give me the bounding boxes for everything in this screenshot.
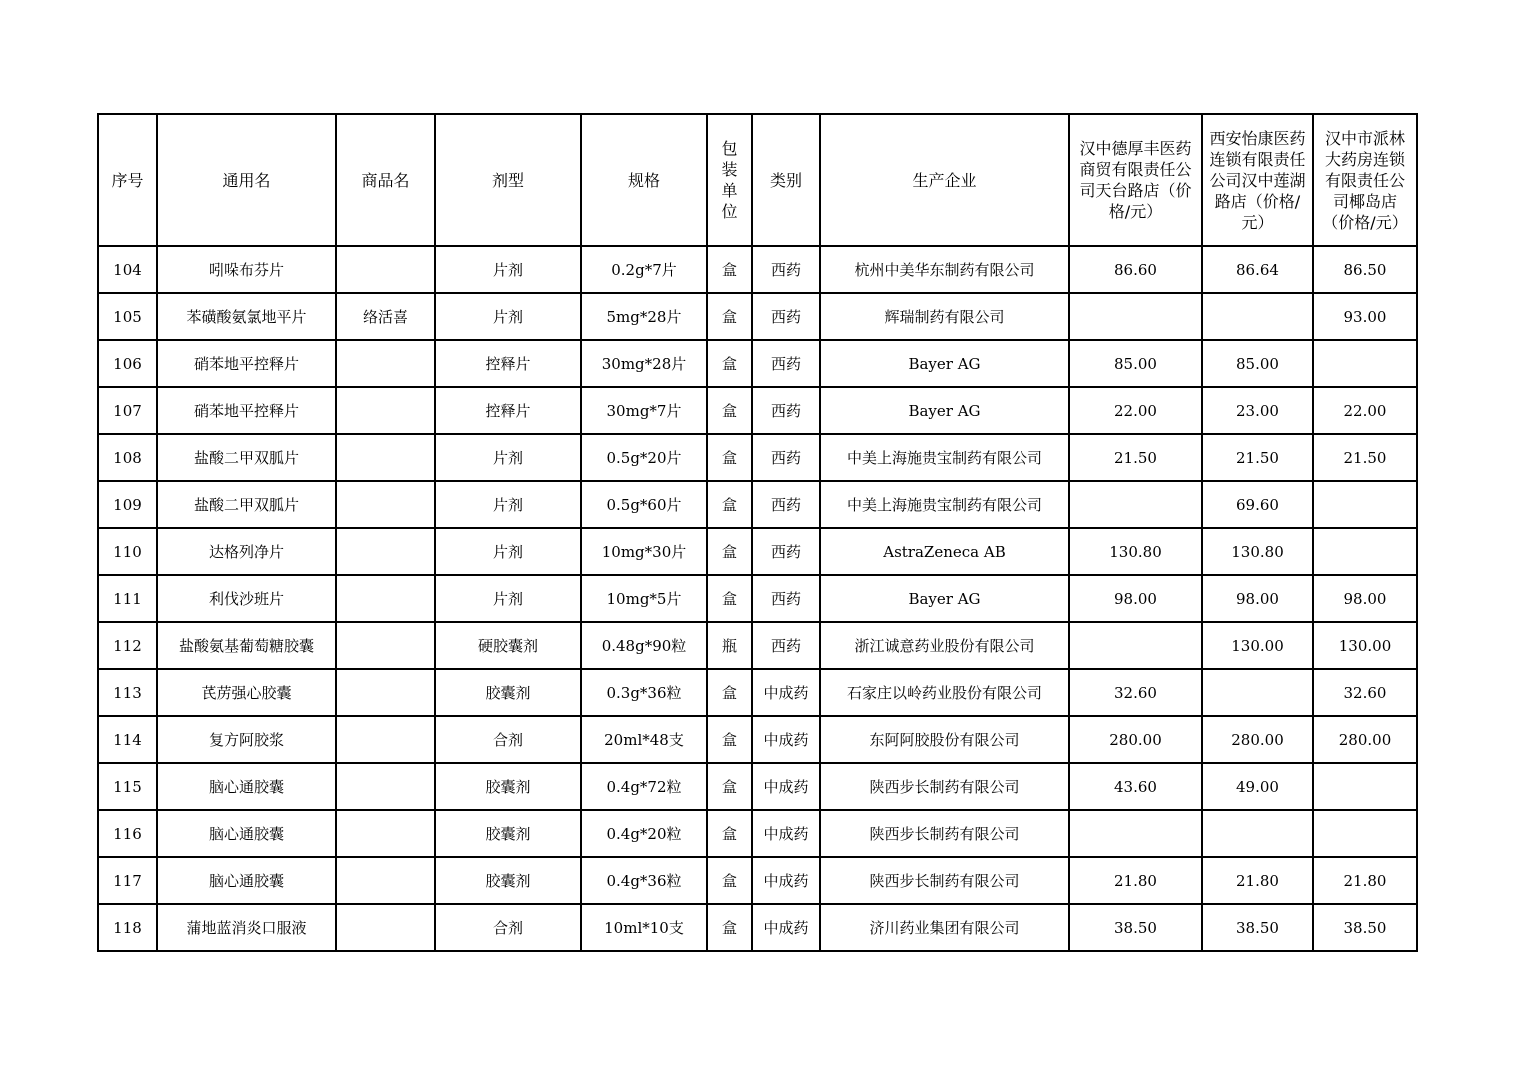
- cell-unit: 盒: [707, 246, 752, 293]
- cell-manufacturer: Bayer AG: [820, 575, 1069, 622]
- table-body: [98, 246, 1417, 951]
- cell-generic-name: 芪苈强心胶囊: [157, 669, 336, 716]
- cell-price-store-2: 21.80: [1202, 857, 1313, 904]
- table-row: [98, 528, 1417, 575]
- cell-generic-name: 脑心通胶囊: [157, 857, 336, 904]
- cell-unit: 瓶: [707, 622, 752, 669]
- cell-category: 西药: [752, 387, 820, 434]
- cell-price-store-3: 38.50: [1313, 904, 1417, 951]
- cell-spec: 0.3g*36粒: [581, 669, 707, 716]
- cell-dosage-form: 片剂: [435, 481, 581, 528]
- cell-brand-name: [336, 481, 435, 528]
- cell-generic-name: 蒲地蓝消炎口服液: [157, 904, 336, 951]
- cell-dosage-form: 合剂: [435, 904, 581, 951]
- table-row: [98, 763, 1417, 810]
- cell-unit: 盒: [707, 763, 752, 810]
- cell-index: 104: [98, 246, 157, 293]
- cell-index: 106: [98, 340, 157, 387]
- cell-price-store-2: [1202, 810, 1313, 857]
- cell-index: 107: [98, 387, 157, 434]
- cell-generic-name: 硝苯地平控释片: [157, 340, 336, 387]
- cell-dosage-form: 胶囊剂: [435, 857, 581, 904]
- cell-dosage-form: 片剂: [435, 434, 581, 481]
- cell-price-store-1: 38.50: [1069, 904, 1202, 951]
- drug-price-table: [97, 113, 1418, 952]
- cell-price-store-2: 130.80: [1202, 528, 1313, 575]
- header-manufacturer: 生产企业: [820, 114, 1069, 246]
- cell-unit: 盒: [707, 904, 752, 951]
- cell-index: 111: [98, 575, 157, 622]
- cell-brand-name: [336, 246, 435, 293]
- cell-price-store-3: 98.00: [1313, 575, 1417, 622]
- cell-spec: 20ml*48支: [581, 716, 707, 763]
- cell-price-store-1: [1069, 622, 1202, 669]
- header-index: 序号: [98, 114, 157, 246]
- cell-price-store-3: 86.50: [1313, 246, 1417, 293]
- cell-dosage-form: 控释片: [435, 340, 581, 387]
- cell-dosage-form: 合剂: [435, 716, 581, 763]
- cell-index: 105: [98, 293, 157, 340]
- cell-brand-name: [336, 340, 435, 387]
- cell-manufacturer: 陕西步长制药有限公司: [820, 763, 1069, 810]
- cell-unit: 盒: [707, 857, 752, 904]
- cell-manufacturer: 东阿阿胶股份有限公司: [820, 716, 1069, 763]
- cell-dosage-form: 片剂: [435, 293, 581, 340]
- cell-unit: 盒: [707, 340, 752, 387]
- cell-dosage-form: 胶囊剂: [435, 669, 581, 716]
- cell-dosage-form: 控释片: [435, 387, 581, 434]
- cell-index: 116: [98, 810, 157, 857]
- cell-unit: 盒: [707, 669, 752, 716]
- header-category: 类别: [752, 114, 820, 246]
- cell-category: 中成药: [752, 904, 820, 951]
- cell-price-store-3: 21.50: [1313, 434, 1417, 481]
- cell-manufacturer: Bayer AG: [820, 340, 1069, 387]
- cell-price-store-2: 38.50: [1202, 904, 1313, 951]
- cell-brand-name: [336, 716, 435, 763]
- cell-index: 114: [98, 716, 157, 763]
- cell-dosage-form: 片剂: [435, 528, 581, 575]
- cell-generic-name: 盐酸氨基葡萄糖胶囊: [157, 622, 336, 669]
- cell-category: 西药: [752, 481, 820, 528]
- cell-unit: 盒: [707, 387, 752, 434]
- cell-spec: 10mg*30片: [581, 528, 707, 575]
- table-row: [98, 575, 1417, 622]
- cell-price-store-3: 130.00: [1313, 622, 1417, 669]
- cell-index: 118: [98, 904, 157, 951]
- cell-category: 西药: [752, 293, 820, 340]
- cell-manufacturer: 杭州中美华东制药有限公司: [820, 246, 1069, 293]
- cell-unit: 盒: [707, 434, 752, 481]
- cell-spec: 0.4g*20粒: [581, 810, 707, 857]
- table-row: [98, 857, 1417, 904]
- cell-manufacturer: 陕西步长制药有限公司: [820, 857, 1069, 904]
- cell-price-store-2: 23.00: [1202, 387, 1313, 434]
- cell-manufacturer: 浙江诚意药业股份有限公司: [820, 622, 1069, 669]
- cell-generic-name: 脑心通胶囊: [157, 810, 336, 857]
- cell-manufacturer: 济川药业集团有限公司: [820, 904, 1069, 951]
- cell-category: 中成药: [752, 716, 820, 763]
- cell-manufacturer: Bayer AG: [820, 387, 1069, 434]
- cell-category: 西药: [752, 575, 820, 622]
- table-row: [98, 340, 1417, 387]
- table-row: [98, 293, 1417, 340]
- cell-brand-name: [336, 857, 435, 904]
- cell-price-store-3: 93.00: [1313, 293, 1417, 340]
- cell-manufacturer: 辉瑞制药有限公司: [820, 293, 1069, 340]
- cell-brand-name: [336, 622, 435, 669]
- header-generic-name: 通用名: [157, 114, 336, 246]
- cell-unit: 盒: [707, 575, 752, 622]
- cell-price-store-1: 43.60: [1069, 763, 1202, 810]
- cell-dosage-form: 胶囊剂: [435, 810, 581, 857]
- cell-index: 115: [98, 763, 157, 810]
- table-row: [98, 669, 1417, 716]
- cell-price-store-1: [1069, 810, 1202, 857]
- cell-price-store-3: 32.60: [1313, 669, 1417, 716]
- cell-brand-name: [336, 763, 435, 810]
- cell-price-store-1: 85.00: [1069, 340, 1202, 387]
- cell-price-store-2: 85.00: [1202, 340, 1313, 387]
- cell-price-store-3: [1313, 481, 1417, 528]
- header-spec: 规格: [581, 114, 707, 246]
- cell-category: 西药: [752, 246, 820, 293]
- cell-brand-name: [336, 434, 435, 481]
- cell-category: 西药: [752, 340, 820, 387]
- cell-category: 中成药: [752, 763, 820, 810]
- cell-price-store-1: 280.00: [1069, 716, 1202, 763]
- cell-category: 中成药: [752, 857, 820, 904]
- cell-unit: 盒: [707, 810, 752, 857]
- cell-brand-name: 络活喜: [336, 293, 435, 340]
- cell-dosage-form: 胶囊剂: [435, 763, 581, 810]
- header-brand-name: 商品名: [336, 114, 435, 246]
- cell-brand-name: [336, 528, 435, 575]
- cell-price-store-1: 130.80: [1069, 528, 1202, 575]
- cell-unit: 盒: [707, 293, 752, 340]
- cell-generic-name: 盐酸二甲双胍片: [157, 434, 336, 481]
- cell-price-store-2: 21.50: [1202, 434, 1313, 481]
- cell-unit: 盒: [707, 528, 752, 575]
- table-row: [98, 387, 1417, 434]
- cell-price-store-1: 22.00: [1069, 387, 1202, 434]
- cell-price-store-1: 21.50: [1069, 434, 1202, 481]
- cell-brand-name: [336, 669, 435, 716]
- cell-price-store-3: [1313, 810, 1417, 857]
- cell-price-store-3: 22.00: [1313, 387, 1417, 434]
- cell-price-store-3: 280.00: [1313, 716, 1417, 763]
- table-row: [98, 434, 1417, 481]
- cell-spec: 30mg*28片: [581, 340, 707, 387]
- cell-price-store-2: 86.64: [1202, 246, 1313, 293]
- cell-spec: 0.5g*60片: [581, 481, 707, 528]
- cell-index: 117: [98, 857, 157, 904]
- cell-price-store-1: 86.60: [1069, 246, 1202, 293]
- cell-generic-name: 利伐沙班片: [157, 575, 336, 622]
- cell-price-store-3: [1313, 528, 1417, 575]
- cell-index: 112: [98, 622, 157, 669]
- cell-dosage-form: 片剂: [435, 575, 581, 622]
- cell-category: 西药: [752, 622, 820, 669]
- cell-generic-name: 吲哚布芬片: [157, 246, 336, 293]
- table-row: [98, 716, 1417, 763]
- cell-price-store-2: 98.00: [1202, 575, 1313, 622]
- cell-price-store-2: 280.00: [1202, 716, 1313, 763]
- cell-unit: 盒: [707, 716, 752, 763]
- cell-index: 113: [98, 669, 157, 716]
- cell-price-store-2: 69.60: [1202, 481, 1313, 528]
- cell-manufacturer: 石家庄以岭药业股份有限公司: [820, 669, 1069, 716]
- cell-spec: 0.48g*90粒: [581, 622, 707, 669]
- cell-spec: 5mg*28片: [581, 293, 707, 340]
- cell-price-store-3: 21.80: [1313, 857, 1417, 904]
- cell-manufacturer: 中美上海施贵宝制药有限公司: [820, 481, 1069, 528]
- cell-manufacturer: AstraZeneca AB: [820, 528, 1069, 575]
- cell-spec: 10ml*10支: [581, 904, 707, 951]
- cell-index: 108: [98, 434, 157, 481]
- cell-category: 中成药: [752, 669, 820, 716]
- cell-spec: 0.4g*72粒: [581, 763, 707, 810]
- cell-price-store-2: 130.00: [1202, 622, 1313, 669]
- table-row: [98, 810, 1417, 857]
- cell-dosage-form: 硬胶囊剂: [435, 622, 581, 669]
- cell-generic-name: 盐酸二甲双胍片: [157, 481, 336, 528]
- cell-price-store-1: [1069, 481, 1202, 528]
- cell-manufacturer: 中美上海施贵宝制药有限公司: [820, 434, 1069, 481]
- cell-index: 109: [98, 481, 157, 528]
- cell-price-store-2: [1202, 293, 1313, 340]
- cell-spec: 0.5g*20片: [581, 434, 707, 481]
- table-row: [98, 622, 1417, 669]
- cell-category: 西药: [752, 434, 820, 481]
- cell-price-store-3: [1313, 763, 1417, 810]
- cell-price-store-1: [1069, 293, 1202, 340]
- cell-manufacturer: 陕西步长制药有限公司: [820, 810, 1069, 857]
- cell-brand-name: [336, 810, 435, 857]
- cell-price-store-1: 98.00: [1069, 575, 1202, 622]
- cell-generic-name: 硝苯地平控释片: [157, 387, 336, 434]
- header-dosage-form: 剂型: [435, 114, 581, 246]
- cell-brand-name: [336, 904, 435, 951]
- cell-unit: 盒: [707, 481, 752, 528]
- cell-price-store-1: 32.60: [1069, 669, 1202, 716]
- cell-generic-name: 复方阿胶浆: [157, 716, 336, 763]
- cell-spec: 30mg*7片: [581, 387, 707, 434]
- cell-dosage-form: 片剂: [435, 246, 581, 293]
- header-unit: 包装单位: [707, 114, 752, 246]
- header-store-3: 汉中市派林大药房连锁有限责任公司椰岛店（价格/元）: [1313, 114, 1417, 246]
- table-row: [98, 904, 1417, 951]
- cell-price-store-2: 49.00: [1202, 763, 1313, 810]
- table-row: [98, 481, 1417, 528]
- cell-spec: 0.4g*36粒: [581, 857, 707, 904]
- header-row: [98, 114, 1417, 246]
- cell-category: 西药: [752, 528, 820, 575]
- cell-price-store-3: [1313, 340, 1417, 387]
- cell-brand-name: [336, 575, 435, 622]
- cell-price-store-2: [1202, 669, 1313, 716]
- cell-generic-name: 脑心通胶囊: [157, 763, 336, 810]
- cell-price-store-1: 21.80: [1069, 857, 1202, 904]
- cell-category: 中成药: [752, 810, 820, 857]
- header-store-1: 汉中德厚丰医药商贸有限责任公司天台路店（价格/元）: [1069, 114, 1202, 246]
- cell-brand-name: [336, 387, 435, 434]
- cell-index: 110: [98, 528, 157, 575]
- cell-generic-name: 苯磺酸氨氯地平片: [157, 293, 336, 340]
- cell-spec: 0.2g*7片: [581, 246, 707, 293]
- table-row: [98, 246, 1417, 293]
- cell-spec: 10mg*5片: [581, 575, 707, 622]
- cell-generic-name: 达格列净片: [157, 528, 336, 575]
- header-store-2: 西安怡康医药连锁有限责任公司汉中莲湖路店（价格/元）: [1202, 114, 1313, 246]
